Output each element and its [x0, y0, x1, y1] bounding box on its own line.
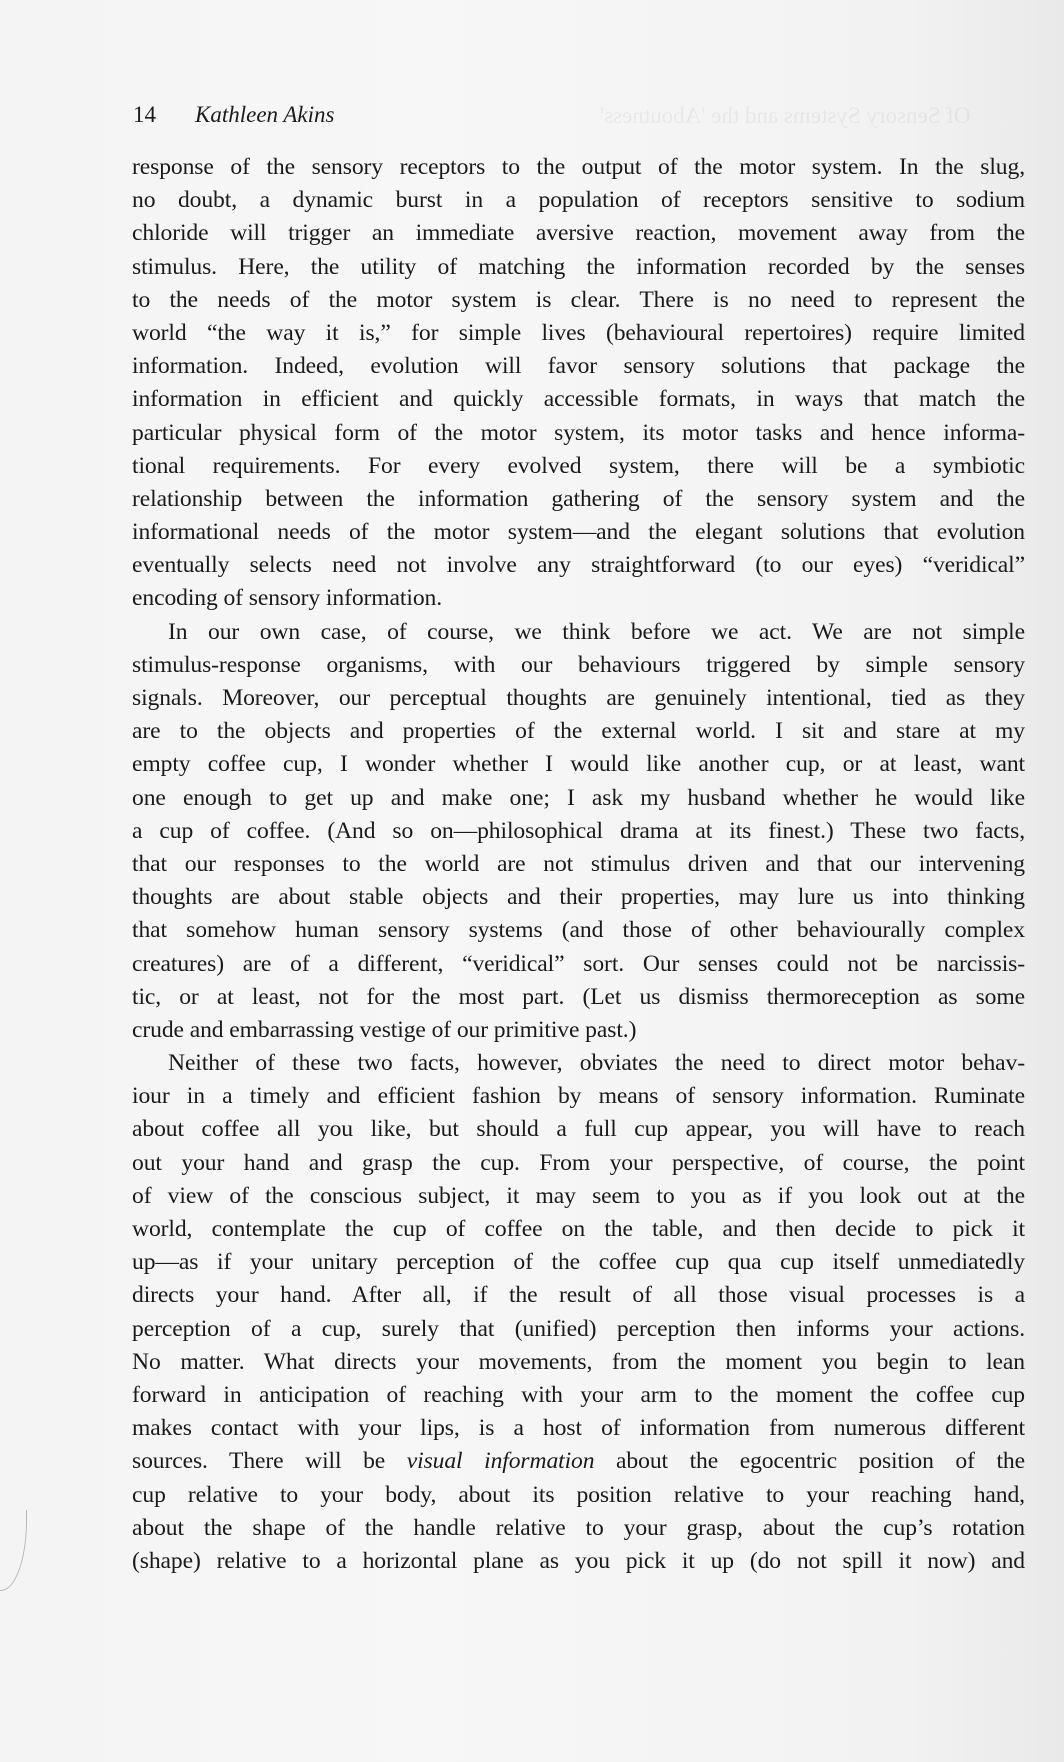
text-line: that our responses to the world are not stimulus driven and that our intervening [132, 850, 1025, 877]
text-line: particular physical form of the motor system, its motor tasks and hence informa- [132, 419, 1025, 446]
text-line: about coffee all you like, but should a full cup appear, you will have to reach [132, 1116, 1025, 1143]
text-line: stimulus. Here, the utility of matching the information recorded by the senses [132, 253, 1025, 280]
text-line: signals. Moreover, our perceptual thoughts are genuinely intentional, tied as they [132, 685, 1025, 711]
text-line: response of the sensory receptors to the output of the motor system. In the slug, [132, 154, 1025, 180]
text-line: Neither of these two facts, however, obviates the need to direct motor behav- [168, 1050, 1025, 1077]
text-line: a cup of coffee. (And so on—philosophical drama at its finest.) These two facts, [132, 817, 1025, 844]
text-line: directs your hand. After all, if the result of all those visual processes is a [132, 1282, 1025, 1309]
text-line: no doubt, a dynamic burst in a population of receptors sensitive to sodium [132, 187, 1025, 214]
text-line: tional requirements. For every evolved system, there will be a symbiotic [132, 452, 1025, 479]
bleed-through-text: Of Sensory Systems and the 'Aboutness' [600, 103, 971, 128]
text-line: world, contemplate the cup of coffee on the table, and then decide to pick it [132, 1216, 1025, 1242]
running-head [133, 100, 334, 130]
text-line: creatures) are of a different, “veridical” sort. Our senses could not be narcissis- [132, 950, 1025, 977]
text-segment: about the egocentric position of the [594, 1448, 1025, 1475]
text-line: about the shape of the handle relative to your grasp, about the cup’s rotation [132, 1514, 1025, 1541]
text-line: (shape) relative to a horizontal plane as you pick it up (do not spill it now) and [132, 1547, 1025, 1574]
body-text [132, 151, 1025, 1578]
text-line: chloride will trigger an immediate aversive reaction, movement away from the [132, 220, 1025, 247]
text-line: information in efficient and quickly accessible formats, in ways that match the [132, 386, 1025, 413]
text-line: world “the way it is,” for simple lives (behavioural repertoires) require limited [132, 319, 1025, 346]
text-line: No matter. What directs your movements, from the moment you begin to lean [132, 1348, 1025, 1375]
text-line: crude and embarrassing vestige of our primitive past.) [132, 1016, 637, 1043]
page-number: 14 [133, 102, 156, 127]
text-line: In our own case, of course, we think before we act. We are not simple [168, 618, 1025, 645]
text-line: tic, or at least, not for the most part. (Let us dismiss thermoreception as some [132, 983, 1025, 1010]
text-line: that somehow human sensory systems (and those of other behaviourally complex [132, 917, 1025, 944]
text-segment: sources. There will be [132, 1448, 407, 1475]
margin-pencil-mark [0, 1510, 27, 1591]
text-line: are to the objects and properties of the external world. I sit and stare at my [132, 718, 1025, 745]
text-line: encoding of sensory information. [132, 585, 443, 612]
text-line: informational needs of the motor system—and the elegant solutions that evolution [132, 519, 1025, 546]
text-line [132, 1445, 1025, 1478]
text-line: thoughts are about stable objects and their properties, may lure us into thinking [132, 884, 1025, 911]
text-line: to the needs of the motor system is clear. There is no need to represent the [132, 286, 1025, 313]
text-line: out your hand and grasp the cup. From your perspective, of course, the point [132, 1149, 1025, 1176]
text-line: of view of the conscious subject, it may seem to you as if you look out at the [132, 1182, 1025, 1209]
text-line: iour in a timely and efficient fashion by means of sensory information. Ruminate [132, 1083, 1025, 1110]
text-line: up—as if your unitary perception of the coffee cup qua cup itself unmediatedly [132, 1249, 1025, 1276]
text-line: relationship between the information gathering of the sensory system and the [132, 485, 1025, 512]
text-line: stimulus-response organisms, with our behaviours triggered by simple sensory [132, 651, 1025, 678]
text-line: one enough to get up and make one; I ask my husband whether he would like [132, 784, 1025, 811]
text-line: eventually selects need not involve any straightforward (to our eyes) “veridical” [132, 552, 1025, 579]
text-line: cup relative to your body, about its position relative to your reaching hand, [132, 1481, 1025, 1508]
text-line: perception of a cup, surely that (unified) perception then informs your actions. [132, 1315, 1025, 1342]
text-line: makes contact with your lips, is a host of information from numerous different [132, 1415, 1025, 1442]
emphasized-text: visual information [406, 1448, 595, 1475]
text-line: forward in anticipation of reaching with your arm to the moment the coffee cup [132, 1381, 1025, 1408]
author-name: Kathleen Akins [195, 102, 335, 127]
text-line: information. Indeed, evolution will favor sensory solutions that package the [132, 353, 1025, 380]
text-line: empty coffee cup, I wonder whether I would like another cup, or at least, want [132, 751, 1025, 778]
